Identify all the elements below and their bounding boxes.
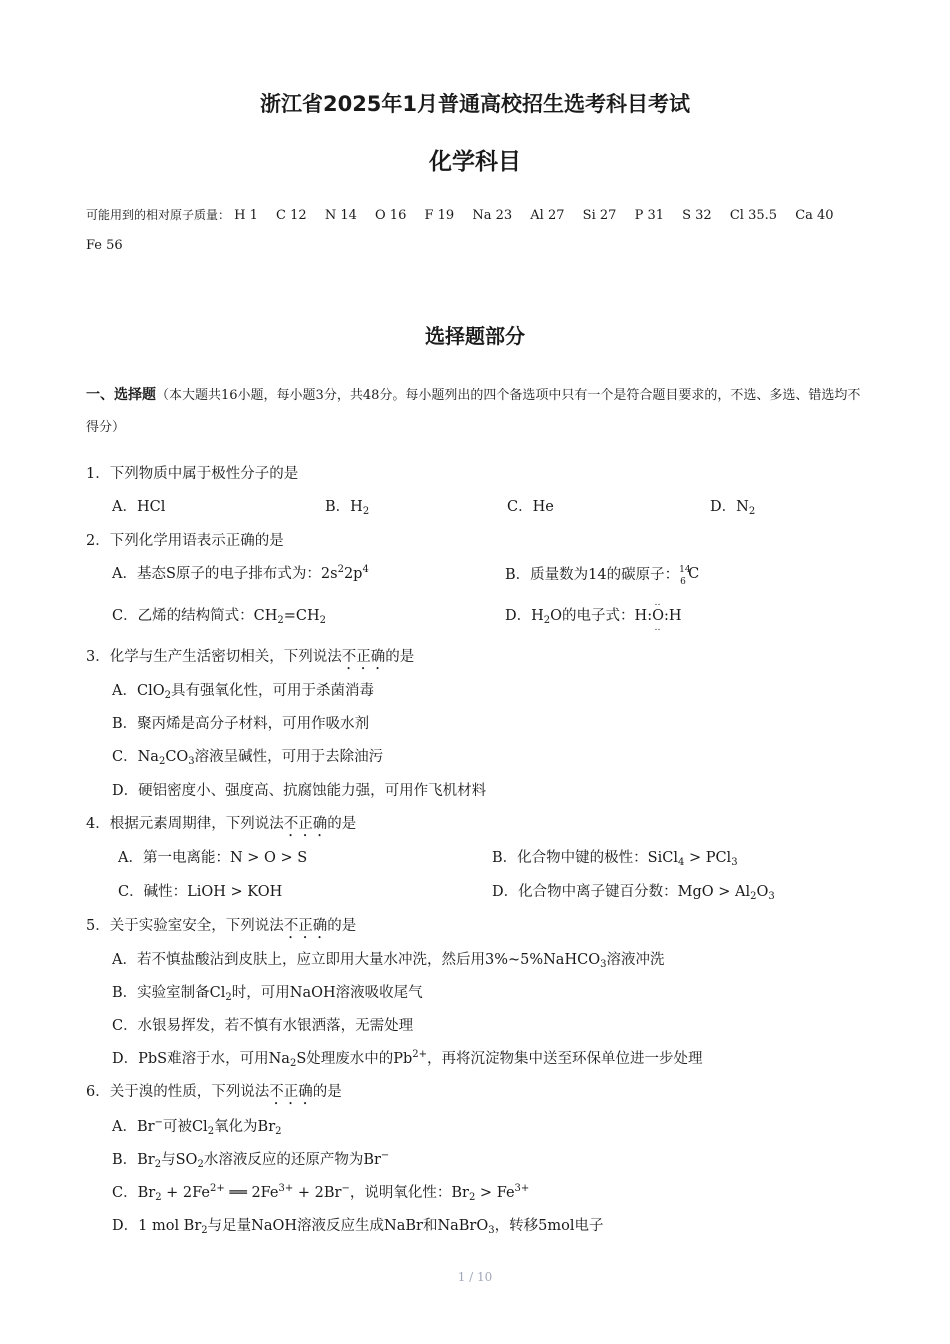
subject-title: 化学科目 <box>429 149 521 175</box>
atom-mass: N 14 <box>324 208 357 223</box>
atom-mass: Ca 40 <box>795 208 834 223</box>
part-title: 选择题部分 <box>425 324 525 348</box>
atom-mass: Na 23 <box>472 208 513 223</box>
water-lewis-structure: ‥ O ‥ <box>652 598 664 633</box>
q2-option-d: D．$H_2O$的电子式：H: ‥ O ‥ :H <box>505 598 682 633</box>
q3-option-b: B．聚丙烯是高分子材料，可用作吸水剂 <box>112 716 370 732</box>
atom-mass: Si 27 <box>582 208 617 223</box>
section-instructions: （本大题共16小题，每小题3分，共48分。每小题列出的四个备选项中只有一个是符合题目要求的，不选、多选、错选均不得分） <box>86 388 861 435</box>
q1-option-d: D．$N_2$ <box>710 499 756 517</box>
q5-option-c: C．水银易挥发，若不慎有水银洒落，无需处理 <box>112 1018 414 1034</box>
q1-option-b: B．$H_2$ <box>325 499 370 517</box>
q1-option-c: C．He <box>507 499 554 515</box>
question-1-stem: 1．下列物质中属于极性分子的是 <box>86 466 299 482</box>
q5-option-b: B．实验室制备$Cl_2$时，可用NaOH溶液吸收尾气 <box>112 985 423 1003</box>
q2-option-b: B．质量数为14的碳原子： 14 6 C <box>505 565 700 587</box>
q6-option-a: A．Br−可被$Cl_2$氧化为$Br_2$ <box>112 1117 282 1137</box>
atom-mass: Al 27 <box>530 208 565 223</box>
question-4-stem: 4．根据元素周期律，下列说法不正确的是 <box>86 816 357 832</box>
q6-option-c: C．$Br_2 + 2Fe^{2+}$ ══ $2Fe^{3+} + 2Br^-$，说明氧化性：$Br_2 > Fe^{3+}$ <box>112 1183 530 1203</box>
section-intro <box>86 379 871 444</box>
q6-option-b: B．$Br_2$与$SO_2$水溶液反应的还原产物为Br− <box>112 1150 390 1170</box>
q4-option-a: A．第一电离能：N > O > S <box>118 850 308 866</box>
q3-option-d: D．硬铝密度小、强度高、抗腐蚀能力强，可用作飞机材料 <box>112 783 487 799</box>
q4-option-d: D．化合物中离子键百分数：MgO > $Al_2O_3$ <box>492 884 775 902</box>
atom-mass: O 16 <box>375 208 407 223</box>
atom-mass: C 12 <box>276 208 307 223</box>
q1-option-a: A．HCl <box>112 499 166 515</box>
atom-mass: S 32 <box>682 208 712 223</box>
page-number: 1 / 10 <box>457 1270 493 1284</box>
atom-mass: Cl 35.5 <box>729 208 778 223</box>
atom-mass: H 1 <box>234 208 258 223</box>
q5-option-d: D．PbS难溶于水，可用$Na_2S$处理废水中的$Pb^{2+}$，再将沉淀物集中送至环保单位进一步处理 <box>112 1049 703 1069</box>
q5-option-a: A．若不慎盐酸沾到皮肤上，应立即用大量水冲洗，然后用3%~5%NaHCO$_3$溶液冲洗 <box>112 952 665 970</box>
exam-title: 浙江省2025年1月普通高校招生选考科目考试 <box>259 92 691 116</box>
question-2-stem: 2．下列化学用语表示正确的是 <box>86 533 284 549</box>
atom-mass: P 31 <box>634 208 664 223</box>
atom-mass: Fe 56 <box>86 238 123 253</box>
q4-option-c: C．碱性：LiOH > KOH <box>118 884 283 900</box>
carbon-14-nuclide: 14 6 C <box>679 565 700 587</box>
question-5-stem: 5．关于实验室安全，下列说法不正确的是 <box>86 918 357 934</box>
q4-option-b: B．化合物中键的极性：SiCl$_4$ > PCl$_3$ <box>492 850 738 868</box>
q3-option-a: A．ClO$_2$具有强氧化性，可用于杀菌消毒 <box>112 683 374 701</box>
atom-masses-line <box>86 200 876 261</box>
q2-option-a: A．基态S原子的电子排布式为：$2s^22p^4$ <box>112 564 369 582</box>
question-6-stem: 6．关于溴的性质，下列说法不正确的是 <box>86 1084 342 1100</box>
atom-masses-label: 可能用到的相对原子质量： <box>86 208 231 222</box>
q6-option-d: D．1 mol $Br_2$与足量NaOH溶液反应生成NaBr和NaBrO$_3$，转移5mol电子 <box>112 1218 604 1236</box>
section-heading: 一、选择题 <box>86 387 156 403</box>
question-3-stem: 3．化学与生产生活密切相关，下列说法不正确的是 <box>86 649 415 665</box>
q2-option-c: C．乙烯的结构简式：$CH_2=CH_2$ <box>112 608 326 626</box>
atom-mass: F 19 <box>424 208 455 223</box>
q3-option-c: C．$Na_2CO_3$溶液呈碱性，可用于去除油污 <box>112 749 384 767</box>
